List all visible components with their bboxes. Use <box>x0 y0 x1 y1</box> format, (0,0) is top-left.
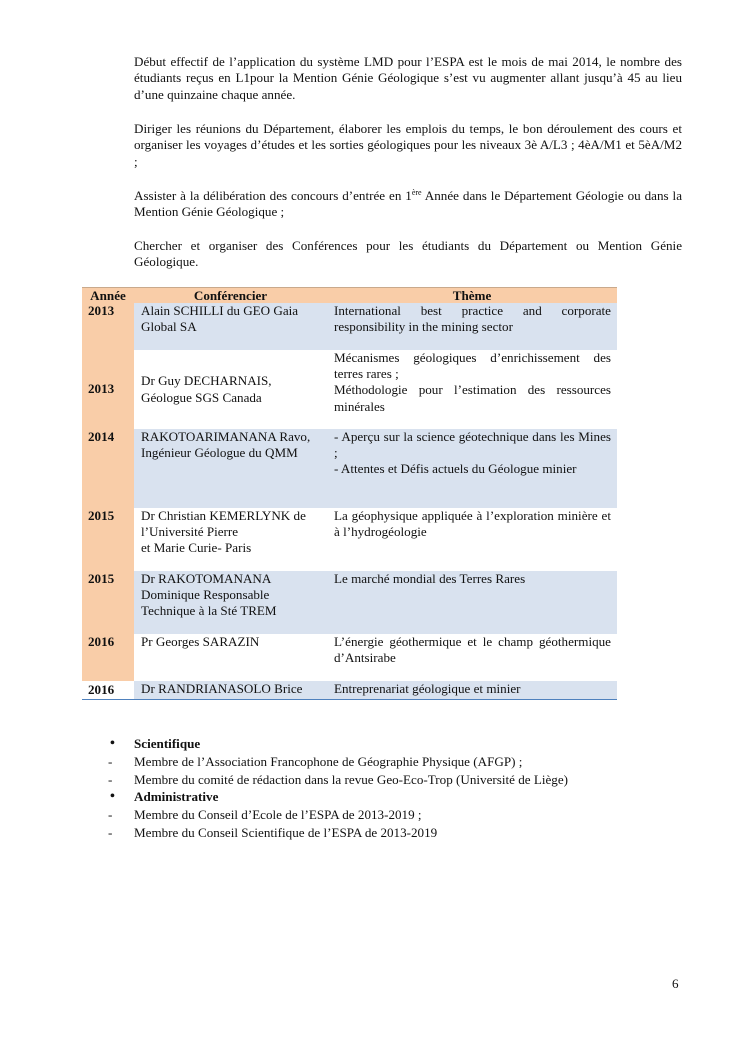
row-theme <box>327 350 617 429</box>
row-speaker <box>134 429 327 508</box>
row-year: 2016 <box>82 634 134 681</box>
table-row <box>82 508 617 571</box>
speaker-line: Géologue SGS Canada <box>141 389 262 405</box>
row-theme <box>327 303 617 350</box>
row-speaker <box>134 508 327 571</box>
row-theme <box>327 634 617 681</box>
header-theme: Thème <box>327 288 617 304</box>
dash-marker: - <box>108 753 113 769</box>
speaker-line: RAKOTOARIMANANA Ravo, <box>141 429 311 444</box>
header-conferencier: Conférencier <box>134 288 327 304</box>
theme-line: La géophysique appliquée à l’exploration minière et à l’hydrogéologie <box>334 508 611 540</box>
dash-marker: - <box>108 824 113 840</box>
table-header-row <box>82 288 617 304</box>
speaker-line: Alain SCHILLI du GEO Gaia <box>141 303 299 318</box>
row-year: 2013 <box>82 350 134 429</box>
speaker-line: Global SA <box>141 319 197 335</box>
row-year: 2013 <box>82 303 134 350</box>
speaker-line: Dr Christian KEMERLYNK de <box>141 508 306 523</box>
theme-line: - Aperçu sur la science géotechnique dans les Mines ; <box>334 429 611 461</box>
list-item <box>108 771 708 789</box>
paragraph-reunions: Diriger les réunions du Département, élaborer les emplois du temps, le bon déroulement des cours et organiser les voyages d’études et les sorties géologiques pour les niveaux 3è A/L3 ; 4èA/M1 et 5èA/M2 ; <box>134 121 682 169</box>
table-row <box>82 681 617 699</box>
table-row <box>82 429 617 508</box>
table-row <box>82 571 617 634</box>
list-item <box>108 753 708 771</box>
dash-marker: - <box>108 807 113 823</box>
header-annee: Année <box>82 288 134 304</box>
dash-marker: - <box>108 771 113 787</box>
row-year: 2015 <box>82 571 134 634</box>
table-row <box>82 350 617 429</box>
row-theme <box>327 681 617 699</box>
row-speaker <box>134 571 327 634</box>
theme-line: Le marché mondial des Terres Rares <box>334 571 526 586</box>
list-text: Administrative <box>134 789 219 805</box>
row-year: 2016 <box>82 681 134 699</box>
superscript-ere: ère <box>411 188 422 197</box>
deliberation-text-before: Assister à la délibération des concours d’entrée en 1 <box>134 188 412 203</box>
list-text: Scientifique <box>134 736 201 751</box>
list-text: Membre du comité de rédaction dans la revue Geo-Eco-Trop (Université de Liège) <box>134 771 568 787</box>
row-theme <box>327 508 617 571</box>
theme-line: Mécanismes géologiques d’enrichissement des terres rares ; <box>334 350 611 382</box>
memberships-list <box>108 735 708 842</box>
row-theme <box>327 571 617 634</box>
speaker-line: Dr Guy DECHARNAIS, <box>141 373 272 389</box>
table-row <box>82 634 617 681</box>
list-heading <box>108 735 708 753</box>
row-year: 2015 <box>82 508 134 571</box>
paragraph-conferences: Chercher et organiser des Conférences pour les étudiants du Département ou Mention Génie Géologique. <box>134 238 682 270</box>
list-text: Membre de l’Association Francophone de Géographie Physique (AFGP) ; <box>134 753 523 769</box>
list-heading <box>108 788 708 806</box>
paragraph-lmd: Début effectif de l’application du système LMD pour l’ESPA est le mois de mai 2014, le nombre des étudiants reçus en L1pour la Mention Génie Géologique s’est vu augmenter allant jusqu’à 45 au lieu d’une quinzaine chaque année. <box>134 54 682 102</box>
conferences-table <box>82 287 617 700</box>
theme-line: Entreprenariat géologique et minier <box>334 681 521 696</box>
row-speaker <box>134 634 327 681</box>
speaker-line: et Marie Curie- Paris <box>141 540 252 556</box>
list-item <box>108 824 708 842</box>
speaker-line: l’Université Pierre <box>141 524 239 540</box>
row-theme <box>327 429 617 508</box>
theme-line: - Attentes et Défis actuels du Géologue minier <box>334 461 577 477</box>
speaker-line: Technique à la Sté TREM <box>141 603 277 619</box>
theme-line: Méthodologie pour l’estimation des ressources minérales <box>334 382 611 414</box>
speaker-line: Ingénieur Géologue du QMM <box>141 445 298 461</box>
row-speaker <box>134 350 327 429</box>
speaker-line: Dominique Responsable <box>141 587 270 603</box>
bullet-icon: • <box>110 789 115 805</box>
theme-line: International best practice and corporate responsibility in the mining sector <box>334 303 611 335</box>
deliberation-text-after: Année dans le Département Géologie ou dans la Mention Génie Géologique ; <box>134 188 683 220</box>
table-row <box>82 303 617 350</box>
list-text: Membre du Conseil d’Ecole de l’ESPA de 2013-2019 ; <box>134 807 422 823</box>
row-speaker <box>134 681 327 699</box>
page-number: 6 <box>672 976 679 991</box>
list-item <box>108 806 708 824</box>
theme-line: L’énergie géothermique et le champ géothermique d’Antsirabe <box>334 634 611 666</box>
speaker-line: Dr RAKOTOMANANA <box>141 571 272 586</box>
paragraph-deliberation <box>134 188 682 221</box>
row-year: 2014 <box>82 429 134 508</box>
bullet-icon: • <box>110 736 115 751</box>
list-text: Membre du Conseil Scientifique de l’ESPA de 2013-2019 <box>134 824 438 840</box>
row-speaker <box>134 303 327 350</box>
speaker-line: Pr Georges SARAZIN <box>141 634 260 649</box>
speaker-line: Dr RANDRIANASOLO Brice <box>141 681 303 696</box>
